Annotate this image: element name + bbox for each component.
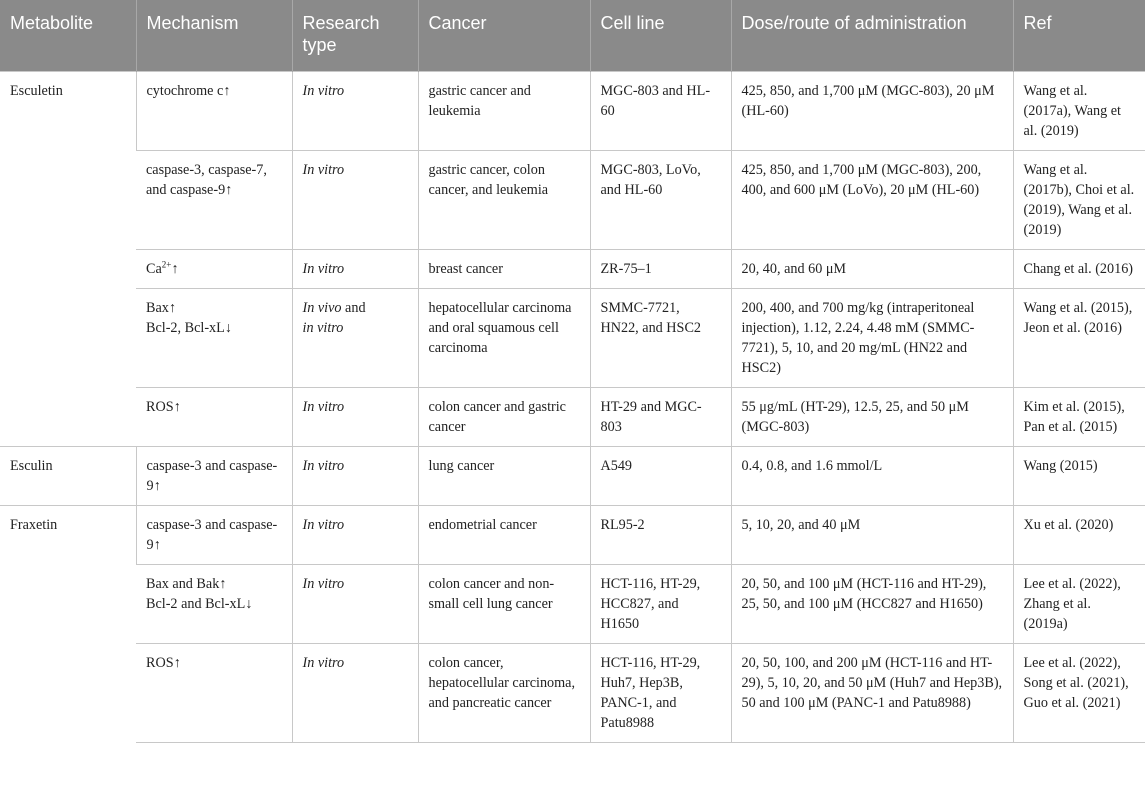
dose-cell: 20, 50, 100, and 200 μM (HCT-116 and HT-29), 5, 10, 20, and 50 μM (Huh7 and Hep3B), 50 and 100 μM (PANC-1 and Patu8988)	[731, 644, 1013, 743]
cell-line-cell: HCT-116, HT-29, HCC827, and H1650	[590, 565, 731, 644]
research-type-connector: and	[341, 300, 366, 316]
header-mechanism: Mechanism	[136, 0, 292, 72]
ref-cell: Kim et al. (2015), Pan et al. (2015)	[1013, 388, 1145, 447]
ref-cell: Wang et al. (2017a), Wang et al. (2019)	[1013, 72, 1145, 151]
cancer-cell: lung cancer	[418, 447, 590, 506]
research-type-cell	[292, 289, 418, 388]
table-row	[0, 447, 1145, 506]
dose-cell: 200, 400, and 700 mg/kg (intraperitoneal injection), 1.12, 2.24, 4.48 mM (SMMC-7721), 5, 10, and 20 mg/mL (HN22 and HSC2)	[731, 289, 1013, 388]
ref-cell: Lee et al. (2022), Zhang et al. (2019a)	[1013, 565, 1145, 644]
cell-line-cell: A549	[590, 447, 731, 506]
mechanism-line: Bcl-2, Bcl-xL↓	[146, 320, 232, 336]
dose-cell: 425, 850, and 1,700 μM (MGC-803), 20 μM (HL-60)	[731, 72, 1013, 151]
cancer-cell: gastric cancer and leukemia	[418, 72, 590, 151]
cell-line-cell: ZR-75–1	[590, 250, 731, 289]
metabolite-cell: Esculin	[0, 447, 136, 506]
dose-cell: 20, 50, and 100 μM (HCT-116 and HT-29), 25, 50, and 100 μM (HCC827 and H1650)	[731, 565, 1013, 644]
metabolite-cell: Fraxetin	[0, 506, 136, 743]
table-row	[0, 388, 1145, 447]
ref-cell: Wang et al. (2017b), Choi et al. (2019), Wang et al. (2019)	[1013, 151, 1145, 250]
table-row	[0, 151, 1145, 250]
dose-cell: 425, 850, and 1,700 μM (MGC-803), 200, 400, and 600 μM (LoVo), 20 μM (HL-60)	[731, 151, 1013, 250]
ref-cell: Wang (2015)	[1013, 447, 1145, 506]
table-row	[0, 506, 1145, 565]
cell-line-cell: RL95-2	[590, 506, 731, 565]
ref-cell: Xu et al. (2020)	[1013, 506, 1145, 565]
header-research-type: Research type	[292, 0, 418, 72]
cancer-cell: colon cancer and non-small cell lung cancer	[418, 565, 590, 644]
cell-line-cell: HCT-116, HT-29, Huh7, Hep3B, PANC-1, and Patu8988	[590, 644, 731, 743]
table-row	[0, 289, 1145, 388]
research-type-cell: In vitro	[292, 565, 418, 644]
research-type-cell: In vitro	[292, 644, 418, 743]
header-metabolite: Metabolite	[0, 0, 136, 72]
dose-cell: 20, 40, and 60 μM	[731, 250, 1013, 289]
table-row	[0, 250, 1145, 289]
ref-cell: Wang et al. (2015), Jeon et al. (2016)	[1013, 289, 1145, 388]
mechanism-cell	[136, 289, 292, 388]
table-row	[0, 565, 1145, 644]
header-row	[0, 0, 1145, 72]
mechanism-cell: caspase-3 and caspase-9↑	[136, 447, 292, 506]
cell-line-cell: SMMC-7721, HN22, and HSC2	[590, 289, 731, 388]
research-type-cell: In vitro	[292, 506, 418, 565]
mechanism-cell	[136, 250, 292, 289]
table-row	[0, 72, 1145, 151]
mechanism-cell: ROS↑	[136, 388, 292, 447]
mechanism-line: Bax and Bak↑	[146, 576, 227, 592]
mechanism-suffix: ↑	[171, 261, 179, 277]
ref-cell: Lee et al. (2022), Song et al. (2021), Guo et al. (2021)	[1013, 644, 1145, 743]
mechanism-cell: ROS↑	[136, 644, 292, 743]
cancer-cell: colon cancer and gastric cancer	[418, 388, 590, 447]
header-cancer: Cancer	[418, 0, 590, 72]
research-type-cell: In vitro	[292, 250, 418, 289]
mechanism-superscript: 2+	[161, 259, 172, 270]
table-row	[0, 644, 1145, 743]
research-type-italic: in vitro	[302, 320, 344, 336]
dose-cell: 55 μg/mL (HT-29), 12.5, 25, and 50 μM (MGC-803)	[731, 388, 1013, 447]
cancer-cell: endometrial cancer	[418, 506, 590, 565]
cancer-cell: colon cancer, hepatocellular carcinoma, and pancreatic cancer	[418, 644, 590, 743]
cancer-cell: breast cancer	[418, 250, 590, 289]
research-type-cell: In vitro	[292, 447, 418, 506]
dose-cell: 0.4, 0.8, and 1.6 mmol/L	[731, 447, 1013, 506]
dose-cell: 5, 10, 20, and 40 μM	[731, 506, 1013, 565]
research-type-italic: In vivo	[302, 300, 342, 316]
research-type-cell: In vitro	[292, 72, 418, 151]
mechanism-cell: caspase-3, caspase-7, and caspase-9↑	[136, 151, 292, 250]
header-cell-line: Cell line	[590, 0, 731, 72]
ref-cell: Chang et al. (2016)	[1013, 250, 1145, 289]
cell-line-cell: MGC-803 and HL-60	[590, 72, 731, 151]
cancer-cell: gastric cancer, colon cancer, and leukemia	[418, 151, 590, 250]
header-dose: Dose/route of administration	[731, 0, 1013, 72]
mechanism-base: Ca	[146, 261, 162, 277]
mechanism-cell: caspase-3 and caspase-9↑	[136, 506, 292, 565]
mechanism-cell: cytochrome c↑	[136, 72, 292, 151]
research-type-cell: In vitro	[292, 151, 418, 250]
cell-line-cell: MGC-803, LoVo, and HL-60	[590, 151, 731, 250]
cancer-cell: hepatocellular carcinoma and oral squamous cell carcinoma	[418, 289, 590, 388]
mechanism-line: Bcl-2 and Bcl-xL↓	[146, 596, 253, 612]
header-ref: Ref	[1013, 0, 1145, 72]
research-type-cell: In vitro	[292, 388, 418, 447]
cell-line-cell: HT-29 and MGC-803	[590, 388, 731, 447]
mechanism-line: Bax↑	[146, 300, 176, 316]
mechanism-cell	[136, 565, 292, 644]
metabolite-cell: Esculetin	[0, 72, 136, 447]
